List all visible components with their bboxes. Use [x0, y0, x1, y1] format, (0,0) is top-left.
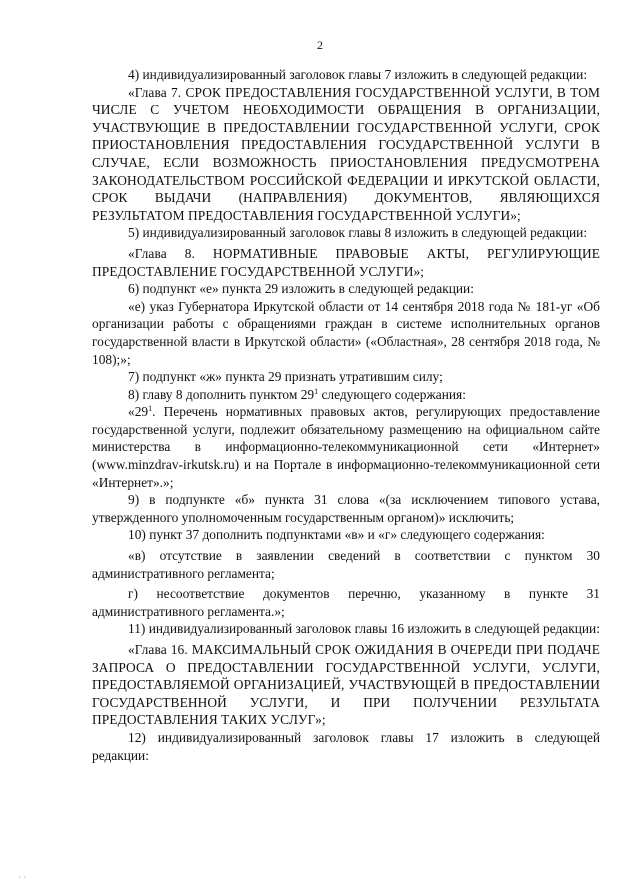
paragraph-item-5: 5) индивидуализированный заголовок главы 8 изложить в следующей редакции:: [128, 225, 588, 241]
superscript: 1: [314, 386, 319, 396]
chapter-8-heading: «Глава 8. НОРМАТИВНЫЕ ПРАВОВЫЕ АКТЫ, РЕГУЛИРУЮЩИЕ ПРЕДОСТАВЛЕНИЕ ГОСУДАРСТВЕННОЙ УСЛУГИ»;: [92, 245, 600, 279]
page-number: 2: [317, 38, 323, 52]
paragraph-item-8-text: 8) главу 8 дополнить пунктом 29: [128, 386, 315, 402]
document-body: [92, 66, 600, 764]
point-29-1-start: «29: [128, 404, 149, 420]
subitem-e-text: «е) указ Губернатора Иркутской области от 14 сентября 2018 года № 181-уг «Об организации работы с обращениями граждан в системе исполнительных органов государственной власти в Иркутской области» («Областная», 28 сентября 2018 года, № 108);»;: [92, 298, 600, 367]
scan-mark: · ·: [18, 872, 27, 882]
paragraph-item-6: 6) подпункт «е» пункта 29 изложить в следующей редакции:: [128, 281, 474, 297]
paragraph-item-7: 7) подпункт «ж» пункта 29 признать утратившим силу;: [128, 369, 443, 385]
superscript: 1: [148, 404, 153, 414]
point-29-1-body: . Перечень нормативных правовых актов, регулирующих предоставление государственной услуги, подлежит обязательному размещению на официальном сайте министерства в информационно-телекоммуникационной сети «Интернет» (www.minzdrav-irkutsk.ru) и на Портале в информационно-телекоммуникационной сети «Интернет».»;: [92, 404, 600, 490]
paragraph-item-10: 10) пункт 37 дополнить подпунктами «в» и «г» следующего содержания:: [128, 527, 545, 543]
point-29-1-text: [92, 403, 600, 491]
paragraph-item-4: 4) индивидуализированный заголовок главы 7 изложить в следующей редакции:: [128, 67, 588, 82]
chapter-16-heading: «Глава 16. МАКСИМАЛЬНЫЙ СРОК ОЖИДАНИЯ В ОЧЕРЕДИ ПРИ ПОДАЧЕ ЗАПРОСА О ПРЕДОСТАВЛЕНИИ ГОСУДАРСТВЕННОЙ УСЛУГИ, УСЛУГИ, ПРЕДОСТАВЛЯЕМОЙ ОРГАНИЗАЦИЕЙ, УЧАСТВУЮЩЕЙ В ПРЕДОСТАВЛЕНИИ ГОСУДАРСТВЕННОЙ УСЛУГИ, И ПРИ ПОЛУЧЕНИИ РЕЗУЛЬТАТА ПРЕДОСТАВЛЕНИЯ ТАКИХ УСЛУГ»;: [92, 642, 600, 728]
subitem-g-text: г) несоответствие документов перечню, указанному в пункте 31 административного регламента.»;: [92, 586, 600, 619]
paragraph-item-9: 9) в подпункте «б» пункта 31 слова «(за исключением типового устава, утвержденного уполномоченным государственным органом)» исключить;: [92, 492, 600, 525]
paragraph-item-11: 11) индивидуализированный заголовок главы 16 изложить в следующей редакции:: [128, 621, 600, 637]
subitem-v-text: «в) отсутствие в заявлении сведений в соответствии с пунктом 30 административного регламента;: [92, 548, 600, 581]
paragraph-item-12: 12) индивидуализированный заголовок главы 17 изложить в следующей редакции:: [92, 729, 600, 763]
paragraph-item-8: [92, 386, 600, 404]
chapter-7-heading: «Глава 7. СРОК ПРЕДОСТАВЛЕНИЯ ГОСУДАРСТВЕННОЙ УСЛУГИ, В ТОМ ЧИСЛЕ С УЧЕТОМ НЕОБХОДИМОСТИ ОБРАЩЕНИЯ В ОРГАНИЗАЦИИ, УЧАСТВУЮЩИЕ В ПРЕДОСТАВЛЕНИИ ГОСУДАРСТВЕННОЙ УСЛУГИ, СРОК ПРИОСТАНОВЛЕНИЯ ПРЕДОСТАВЛЕНИЯ ГОСУДАРСТВЕННОЙ УСЛУГИ В СЛУЧАЕ, ЕСЛИ ВОЗМОЖНОСТЬ ПРИОСТАНОВЛЕНИЯ ПРЕДУСМОТРЕНА ЗАКОНОДАТЕЛЬСТВОМ РОССИЙСКОЙ ФЕДЕРАЦИИ И ИРКУТСКОЙ ОБЛАСТИ, СРОК ВЫДАЧИ (НАПРАВЛЕНИЯ) ДОКУМЕНТОВ, ЯВЛЯЮЩИХСЯ РЕЗУЛЬТАТОМ ПРЕДОСТАВЛЕНИЯ ГОСУДАРСТВЕННОЙ УСЛУГИ»;: [92, 84, 600, 223]
paragraph-item-8-tail: следующего содержания:: [318, 386, 466, 402]
